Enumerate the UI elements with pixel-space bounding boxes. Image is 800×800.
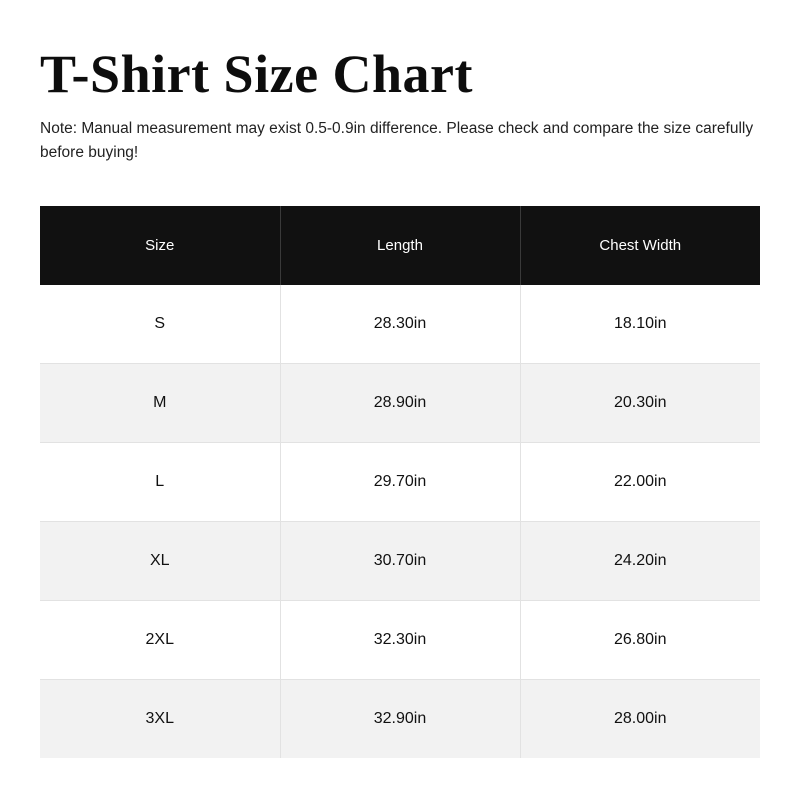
cell-chest-width: 28.00in [520,679,760,758]
cell-size: L [40,442,280,521]
table-header-row [40,206,760,285]
cell-chest-width: 18.10in [520,285,760,364]
cell-size: XL [40,521,280,600]
size-chart-table [40,206,760,758]
cell-chest-width: 22.00in [520,442,760,521]
table-body [40,285,760,758]
cell-length: 32.90in [280,679,520,758]
cell-length: 28.30in [280,285,520,364]
page-title: T-Shirt Size Chart [40,44,474,104]
cell-length: 28.90in [280,363,520,442]
table-row [40,679,760,758]
cell-size: S [40,285,280,364]
size-chart-table-container [40,206,760,758]
cell-size: 3XL [40,679,280,758]
cell-chest-width: 20.30in [520,363,760,442]
measurement-note: Note: Manual measurement may exist 0.5-0.9in difference. Please check and compare the size carefully before buying! [40,119,754,161]
table-row [40,521,760,600]
cell-chest-width: 26.80in [520,600,760,679]
table-row [40,363,760,442]
table-row [40,600,760,679]
cell-chest-width: 24.20in [520,521,760,600]
column-header-chest-width: Chest Width [520,206,760,285]
cell-size: M [40,363,280,442]
table-row [40,442,760,521]
cell-length: 30.70in [280,521,520,600]
column-header-length: Length [280,206,520,285]
cell-size: 2XL [40,600,280,679]
table-row [40,285,760,364]
cell-length: 29.70in [280,442,520,521]
column-header-size: Size [40,206,280,285]
cell-length: 32.30in [280,600,520,679]
table-header [40,206,760,285]
